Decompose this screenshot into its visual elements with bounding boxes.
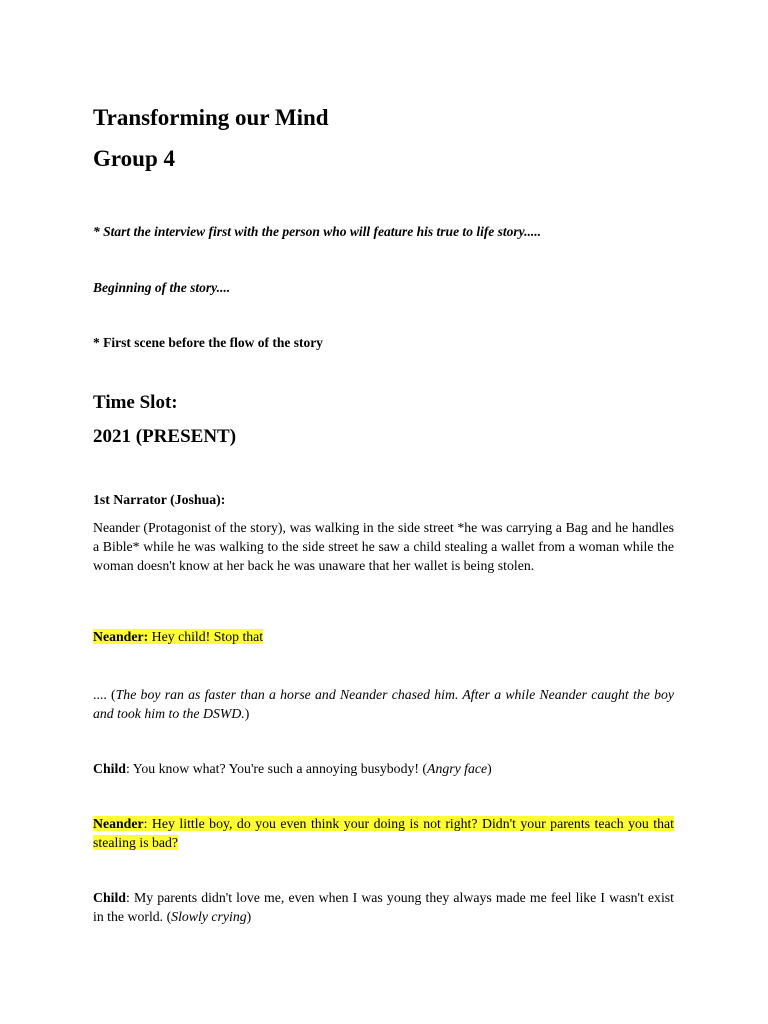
- stage-suffix: ): [244, 706, 250, 721]
- highlight: [93, 629, 263, 644]
- dialogue-text: Hey child! Stop that: [148, 629, 264, 644]
- stage-suffix: ): [487, 761, 492, 776]
- speaker-name: Child: [93, 761, 126, 776]
- speaker-name: Neander:: [93, 629, 149, 644]
- dialogue-line-child-1: [93, 759, 674, 778]
- stage-suffix: ): [246, 909, 252, 924]
- highlight: [93, 816, 674, 850]
- narration-paragraph: Neander (Protagonist of the story), was walking in the side street *he was carrying a Bag and he handles a Bible* while he was walking to the side street he saw a child stealing a wallet from a woman while the woman doesn't know at her back he was unaware that her wallet is being stolen.: [93, 520, 674, 573]
- dialogue-text: : You know what? You're such a annoying busybody! (: [125, 761, 428, 776]
- narrator-label: 1st Narrator (Joshua):: [93, 492, 226, 507]
- first-scene-note: * First scene before the flow of the story: [93, 335, 323, 350]
- interview-note: * Start the interview first with the person who will feature his true to life story.....: [93, 224, 542, 239]
- document-title: Transforming our Mind: [93, 105, 329, 130]
- time-slot-value: 2021 (PRESENT): [93, 426, 237, 447]
- dialogue-text: : Hey little boy, do you even think your doing is not right? Didn't your parents teach you that stealing is bad?: [93, 816, 674, 850]
- beginning-note: Beginning of the story....: [93, 280, 231, 295]
- time-slot-label: Time Slot:: [93, 392, 178, 413]
- stage-action: Angry face: [427, 761, 488, 776]
- speaker-name: Neander: [93, 816, 144, 831]
- stage-action: Slowly crying: [171, 909, 247, 924]
- group-heading: Group 4: [93, 146, 176, 171]
- dialogue-line-neander-2: [93, 814, 674, 852]
- dialogue-line-neander-1: [93, 627, 674, 646]
- dialogue-line-child-2: [93, 888, 674, 926]
- stage-prefix: .... (: [93, 687, 116, 702]
- speaker-name: Child: [93, 890, 126, 905]
- dialogue-text: : My parents didn't love me, even when I was young they always made me feel like I wasn't exist in the world. (: [93, 890, 674, 924]
- stage-direction: [93, 685, 674, 723]
- stage-action: The boy ran as faster than a horse and Neander chased him. After a while Neander caught the boy and took him to the DSWD.: [93, 687, 674, 721]
